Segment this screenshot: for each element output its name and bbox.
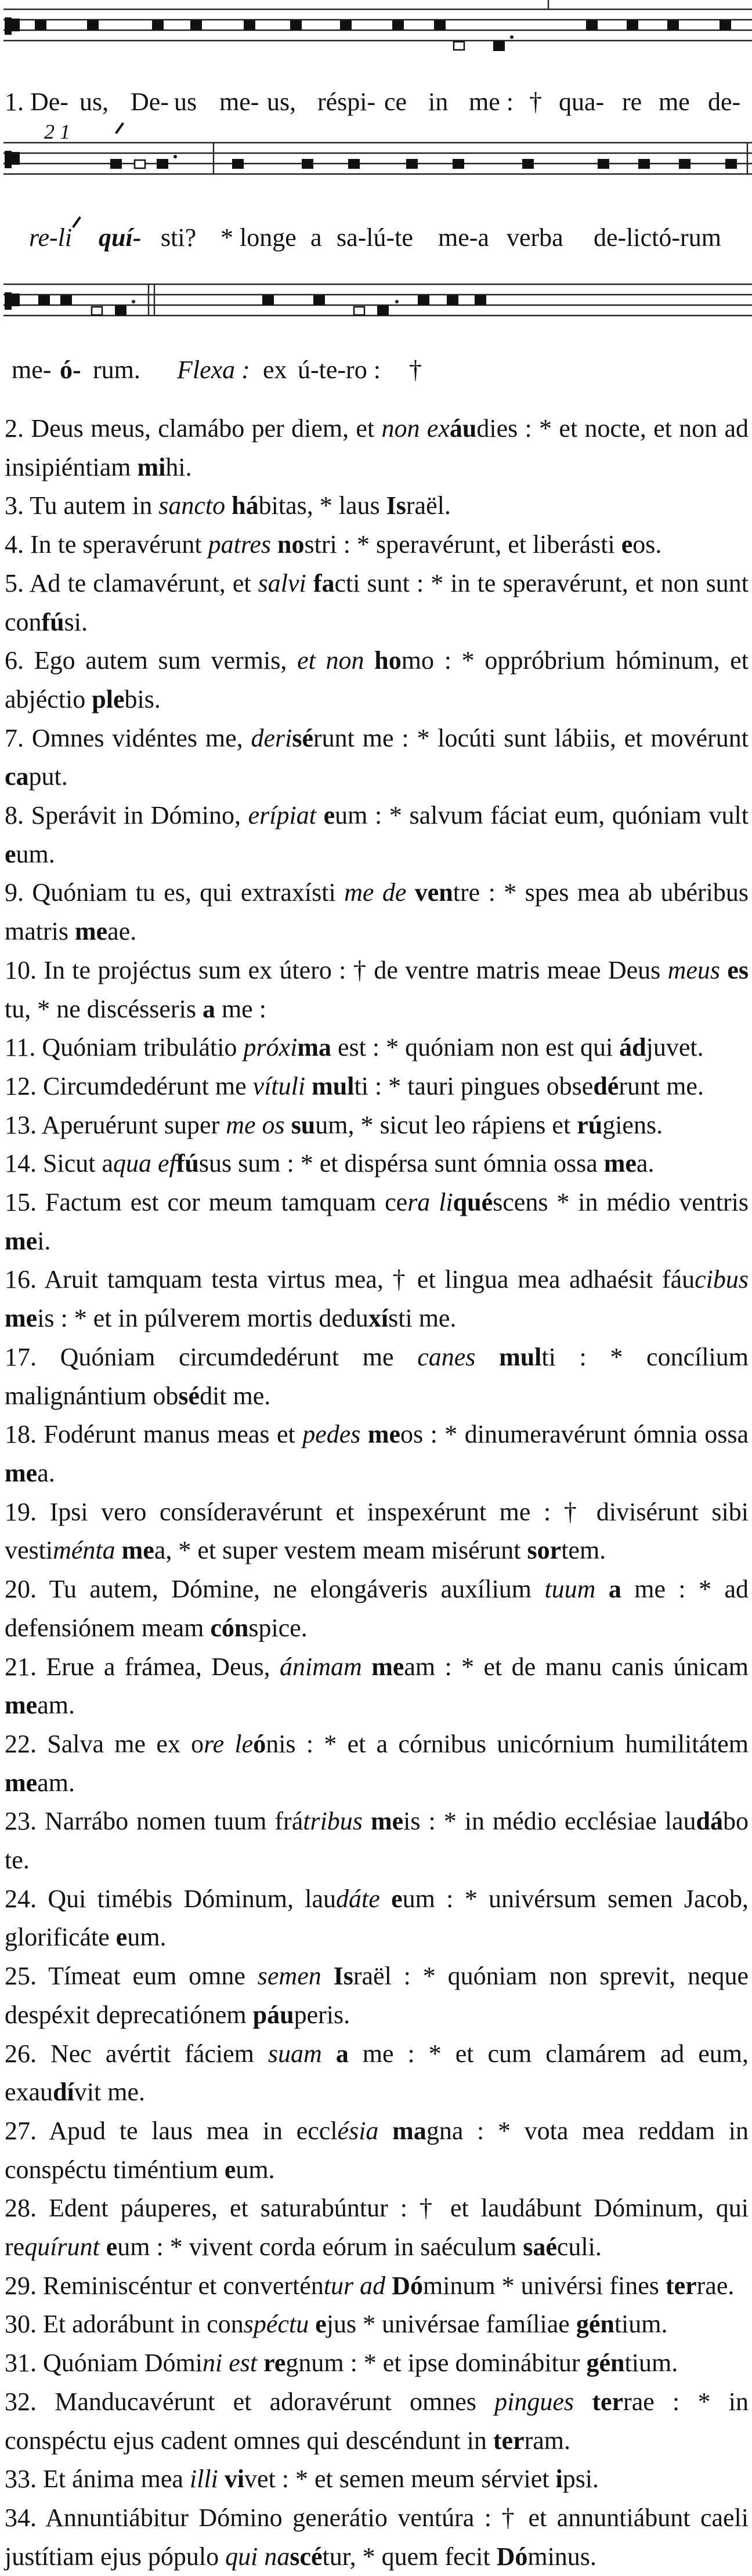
verse: 19. Ipsi vero consíderavérunt et inspexérunt me : † divisérunt sibi vestiménta mea, * et super vestem meam misérunt sortem. [5, 1497, 749, 1565]
lyric-syllable: † [409, 356, 422, 384]
lyric-syllable: † [529, 88, 542, 116]
verse: 34. Annuntiábitur Dómino generátio ventúra : † et annuntiábunt caeli justítiam ejus pópulo qui nascétur, * quem fecit Dóminus. [5, 2503, 749, 2571]
verse: 16. Aruit tamquam testa virtus mea, † et lingua mea adhaésit fáucibus meis : * et in púlverem mortis deduxísti me. [5, 1265, 749, 1333]
lyric-syllable: rum. [93, 356, 140, 384]
lyric-syllable: quí- [99, 223, 142, 252]
verse: 31. Quóniam Dómini est regnum : * et ipse dominábitur géntium. [5, 2349, 678, 2378]
verse: 11. Quóniam tribulátio próxima est : * quóniam non est qui ádjuvet. [5, 1033, 704, 1062]
lyric-syllable: ú-te-ro : [298, 356, 381, 384]
verse: 28. Edent páuperes, et saturabúntur : † et laudábunt Dóminum, qui requírunt eum : * vivent corda eórum in saéculum saéculi. [5, 2194, 749, 2262]
lyric-syllable: in [428, 88, 449, 116]
verse: 25. Tímeat eum omne semen Israël : * quóniam non sprevit, neque despéxit deprecatiónem páuperis. [5, 1962, 749, 2029]
lyric-syllable: ó- [60, 356, 81, 384]
verse: 32. Manducavérunt et adoravérunt omnes pingues terrae : * in conspéctu ejus cadent omnes qui descéndunt in terram. [5, 2387, 749, 2455]
lyric-syllable: ex [263, 356, 287, 384]
verse: 7. Omnes vidéntes me, derisérunt me : * locúti sunt lábiis, et movérunt caput. [5, 723, 749, 791]
chant-staff-2 [0, 133, 752, 197]
verse: 21. Erue a frámea, Deus, ánimam meam : * et de manu canis únicam meam. [5, 1652, 749, 1720]
verse: 18. Fodérunt manus meas et pedes meos : * dinumeravérunt ómnia ossa mea. [5, 1420, 749, 1487]
lyric-syllable: réspi- [317, 88, 376, 116]
verse: 14. Sicut aqua effúsus sum : * et dispérsa sunt ómnia ossa mea. [5, 1149, 655, 1178]
chant-staff-1 [0, 0, 752, 64]
verse: 23. Narrábo nomen tuum frátribus meis : * in médio ecclésiae laudábo te. [5, 1807, 749, 1875]
lyric-syllable: me-a [438, 223, 489, 252]
verse: 30. Et adorábunt in conspéctu ejus * univérsae famíliae géntium. [5, 2310, 668, 2339]
verse: 5. Ad te clamavérunt, et salvi facti sunt : * in te speravérunt, et non sunt confúsi. [5, 568, 749, 636]
verse: 20. Tu autem, Dómine, ne elongáveris auxílium tuum a me : * ad defensiónem meam cónspice. [5, 1575, 749, 1642]
verse: 22. Salva me ex ore leónis : * et a córnibus unicórnium humilitátem meam. [5, 1729, 749, 1797]
verse: 26. Nec avértit fáciem suam a me : * et cum clamárem ad eum, exaudívit me. [5, 2039, 749, 2107]
verse: 6. Ego autem sum vermis, et non homo : * oppróbrium hóminum, et abjéctio plebis. [5, 646, 749, 713]
verse: 12. Circumdedérunt me vítuli multi : * tauri pingues obsedérunt me. [5, 1071, 704, 1100]
verse: 17. Quóniam circumdedérunt me canes multi : * concílium malignántium obsédit me. [5, 1342, 749, 1410]
lyric-syllable: * [220, 223, 233, 252]
lyric-syllable: sa-lú-te [337, 223, 413, 252]
lyric-syllable: us, [267, 88, 297, 116]
verse: 9. Quóniam tu es, qui extraxísti me de ventre : * spes mea ab ubéribus matris meae. [5, 878, 749, 946]
above-numbers: 2 1 [44, 120, 70, 143]
lyric-syllable: me- [12, 356, 52, 384]
lyric-syllable: 1. De- [5, 88, 68, 116]
lyric-syllable: De- [131, 88, 169, 116]
verse: 8. Sperávit in Dómino, erípiat eum : * salvum fáciat eum, quóniam vult eum. [5, 801, 749, 868]
verse: 4. In te speravérunt patres nostri : * speravérunt, et liberásti eos. [5, 530, 662, 559]
lyric-syllable: Flexa : [177, 356, 250, 384]
lyric-syllable: a [310, 223, 322, 252]
lyric-line-1 [0, 80, 752, 124]
chant-staff-3 [0, 275, 752, 339]
lyric-syllable: us, [79, 88, 109, 116]
lyric-syllable: me : [469, 88, 514, 116]
lyric-syllable: de-lictó-rum [594, 223, 721, 252]
verse: 24. Qui timébis Dóminum, laudáte eum : * univérsum semen Jacob, glorificáte eum. [5, 1884, 749, 1952]
verse: 13. Aperuérunt super me os suum, * sicut leo rápiens et rúgiens. [5, 1110, 663, 1139]
lyric-syllable: ce [384, 88, 407, 116]
lyric-line-3 [0, 348, 752, 392]
verse: 27. Apud te laus mea in ecclésia magna : * vota mea reddam in conspéctu timéntium eum. [5, 2116, 749, 2184]
verse: 3. Tu autem in sancto hábitas, * laus Israël. [5, 491, 451, 520]
lyric-syllable: me- [219, 88, 259, 116]
lyric-syllable: qua- [559, 88, 605, 116]
lyric-syllable: re-li [29, 223, 73, 252]
lyric-syllable: me [659, 88, 690, 116]
lyric-syllable: longe [240, 223, 297, 252]
lyric-syllable: re [622, 88, 642, 116]
psalm-verses [5, 410, 749, 2576]
verse: 10. In te projéctus sum ex útero : † de ventre matris meae Deus meus es tu, * ne discésseris a me : [5, 955, 749, 1023]
lyric-syllable: verba [507, 223, 563, 252]
verse: 33. Et ánima mea illi vivet : * et semen meum sérviet ipsi. [5, 2465, 599, 2494]
verse: 2. Deus meus, clamábo per diem, et non exáudies : * et nocte, et non ad insipiéntiam mihi. [5, 414, 749, 481]
verse: 29. Reminiscéntur et converténtur ad Dóminum * univérsi fines terrae. [5, 2271, 735, 2300]
lyric-syllable: sti? [161, 223, 197, 252]
lyric-syllable: de- [708, 88, 741, 116]
lyric-syllable: us [174, 88, 197, 116]
lyric-line-2 [0, 216, 752, 260]
verse: 15. Factum est cor meum tamquam cera liquéscens * in médio ventris mei. [5, 1188, 749, 1255]
